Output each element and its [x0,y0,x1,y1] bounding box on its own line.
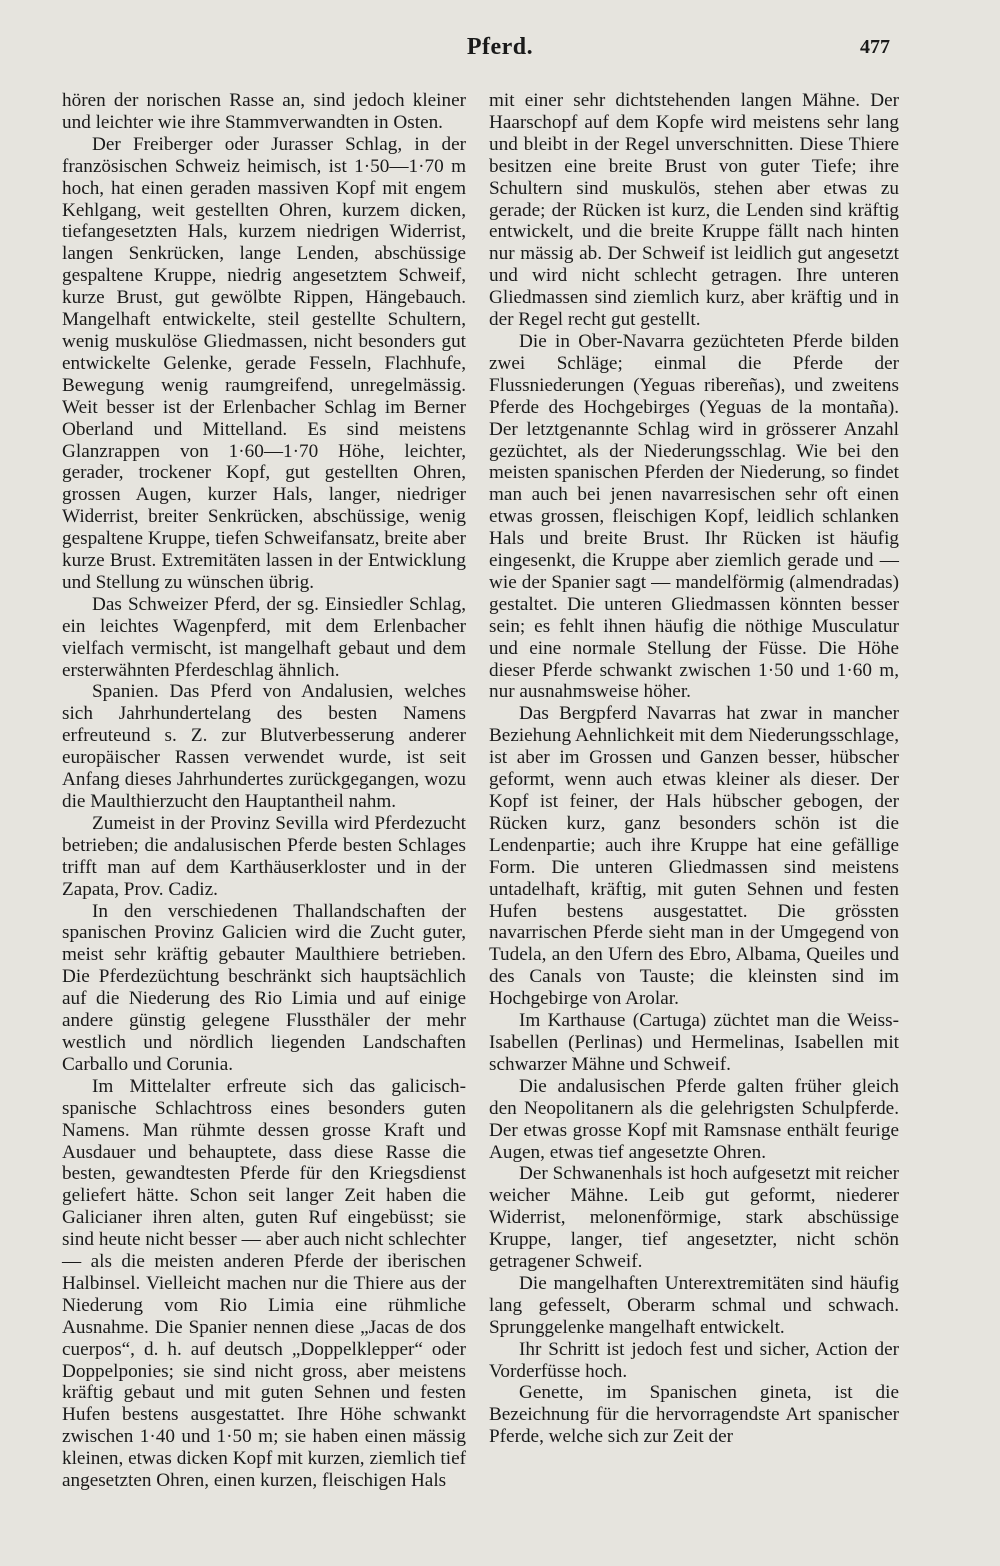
paragraph: Zumeist in der Provinz Sevilla wird Pferdezucht betrieben; die andalusischen Pferde besten Schlages trifft man auf dem Karthäuserkloster und in der Zapata, Prov. Cadiz. [62,812,466,900]
paragraph: Das Bergpferd Navarras hat zwar in mancher Beziehung Aehnlichkeit mit dem Niederungsschlage, ist aber im Grossen und Ganzen besser, hübscher geformt, wenn auch etwas kleiner als dieser. Der Kopf ist feiner, der Hals hübscher gebogen, der Rücken kurz, ganz besonders schön ist die Lendenpartie; auch ihre Kruppe hat eine gefällige Form. Die unteren Gliedmassen sind meistens untadelhaft, kräftig, mit guten Sehnen und festen Hufen bestens ausgestattet. Die grössten navarrischen Pferde sieht man in der Umgegend von Tudela, an den Ufern des Ebro, Albama, Queiles und des Canals von Tauste; die kleinsten sind im Hochgebirge von Arolar. [489,703,899,1010]
paragraph: Im Karthause (Cartuga) züchtet man die Weiss-Isabellen (Perlinas) und Hermelinas, Isabellen mit schwarzer Mähne und Schweif. [489,1010,899,1075]
page-title: Pferd. [466,34,534,60]
paragraph: Die mangelhaften Unterextremitäten sind häufig lang gefesselt, Oberarm schmal und schwach. Sprunggelenke mangelhaft entwickelt. [489,1272,899,1338]
page-number: 477 [860,36,890,58]
paragraph: Das Schweizer Pferd, der sg. Einsiedler Schlag, ein leichtes Wagenpferd, mit dem Erlenbacher vielfach vermischt, ist mangelhaft gebaut und dem ersterwähnten Pferdeschlag ähnlich. [62,593,466,681]
right-column [489,90,899,1448]
paragraph: mit einer sehr dichtstehenden langen Mähne. Der Haarschopf auf dem Kopfe wird meistens sehr lang und bleibt in der Regel unverschnitten. Diese Thiere besitzen eine breite Brust von guter Tiefe; ihre Schultern sind muskulös, stehen aber etwas zu gerade; der Rücken ist kurz, die Lenden sind kräftig entwickelt, und die breite Kruppe fällt nach hinten nur mässig ab. Der Schweif ist leidlich gut angesetzt und wird nicht schlecht getragen. Ihre unteren Gliedmassen sind ziemlich kurz, aber kräftig und in der Regel recht gut gestellt. [489,90,899,331]
paragraph: Ihr Schritt ist jedoch fest und sicher, Action der Vorderfüsse hoch. [489,1338,899,1382]
paragraph: In den verschiedenen Thallandschaften der spanischen Provinz Galicien wird die Zucht guter, meist sehr kräftig gebauter Maulthiere betrieben. Die Pferdezüchtung beschränkt sich hauptsächlich auf die Niederung des Rio Limia und auf einige andere günstig gelegene Flussthäler der mehr westlich und nördlich liegenden Landschaften Carballo und Corunia. [62,900,466,1075]
left-column [62,90,466,1492]
paragraph: Der Freiberger oder Jurasser Schlag, in der französischen Schweiz heimisch, ist 1·50—1·70 m hoch, hat einen geraden massiven Kopf mit engem Kehlgang, weit gestellten Ohren, kurzem dicken, tiefangesetzten Hals, kurzem niedrigen Widerrist, langen Senkrücken, lange Lenden, abschüssige gespaltene Kruppe, niedrig angesetztem Schweif, kurze Brust, gut gewölbte Rippen, Hängebauch. Mangelhaft entwickelte, steil gestellte Schultern, wenig muskulöse Gliedmassen, nicht besonders gut entwickelte Gelenke, gerade Fesseln, Flachhufe, Bewegung wenig raumgreifend, unregelmässig. Weit besser ist der Erlenbacher Schlag im Berner Oberland und Mittelland. Es sind meistens Glanzrappen von 1·60—1·70 Höhe, leichter, gerader, trockener Kopf, gut gestellten Ohren, grossen Augen, kurzer Hals, langer, niedriger Widerrist, breiter Senkrücken, abschüssige, wenig gespaltene Kruppe, tiefen Schweifansatz, breite aber kurze Brust. Extremitäten lassen in der Entwicklung und Stellung zu wünschen übrig. [62,133,466,593]
paragraph: Die in Ober-Navarra gezüchteten Pferde bilden zwei Schläge; einmal die Pferde der Flussniederungen (Yeguas ribereñas), und zweitens Pferde des Hochgebirges (Yeguas de la montaña). Der letztgenannte Schlag wird in grösserer Anzahl gezüchtet, als der Niederungsschlag. Wie bei den meisten spanischen Pferden der Niederung, so findet man auch bei jenen navarresischen sehr oft einen etwas grossen, fleischigen Kopf, leidlich schlanken Hals und breite Brust. Ihr Rücken ist häufig eingesenkt, die Kruppe aber ziemlich gerade und — wie der Spanier sagt — mandelförmig (almendradas) gestaltet. Die unteren Gliedmassen könnten besser sein; es fehlt ihnen häufig die nöthige Musculatur und eine normale Stellung der Füsse. Die Höhe dieser Pferde schwankt zwischen 1·50 und 1·60 m, nur ausnahmsweise höher. [489,330,899,703]
paragraph: Der Schwanenhals ist hoch aufgesetzt mit reicher weicher Mähne. Leib gut geformt, niederer Widerrist, melonenförmige, stark abschüssige Kruppe, langer, tief angesetzter, nicht schön getragener Schweif. [489,1163,899,1273]
paragraph: Im Mittelalter erfreute sich das galicisch-spanische Schlachtross eines besonders guten Namens. Man rühmte dessen grosse Kraft und Ausdauer und behauptete, dass diese Rasse die besten, gewandtesten Pferde für den Kriegsdienst geliefert hätte. Schon seit langer Zeit haben die Galicianer ihren alten, guten Ruf eingebüsst; sie sind heute nicht besser — aber auch nicht schlechter — als die meisten anderen Pferde der iberischen Halbinsel. Vielleicht machen nur die Thiere aus der Niederung vom Rio Limia eine rühmliche Ausnahme. Die Spanier nennen diese „Jacas de dos cuerpos“, d. h. auf deutsch „Doppelklepper“ oder Doppelponies; sie sind nicht gross, aber meistens kräftig gebaut und mit guten Sehnen und festen Hufen bestens ausgestattet. Ihre Höhe schwankt zwischen 1·40 und 1·50 m; sie haben einen mässig kleinen, etwas dicken Kopf mit kurzen, ziemlich tief angesetzten Ohren, einen kurzen, fleischigen Hals [62,1075,466,1492]
paragraph: hören der norischen Rasse an, sind jedoch kleiner und leichter wie ihre Stammverwandten in Osten. [62,90,466,133]
paragraph: Spanien. Das Pferd von Andalusien, welches sich Jahrhundertelang des besten Namens erfreuteund s. Z. zur Blutverbesserung anderer europäischer Rassen verwendet wurde, ist seit Anfang dieses Jahrhundertes zurückgegangen, wozu die Maulthierzucht den Hauptantheil nahm. [62,681,466,812]
paragraph: Genette, im Spanischen gineta, ist die Bezeichnung für die hervorragendste Art spanischer Pferde, welche sich zur Zeit der [489,1382,899,1448]
paragraph: Die andalusischen Pferde galten früher gleich den Neopolitanern als die gelehrigsten Schulpferde. Der etwas grosse Kopf mit Ramsnase enthält feurige Augen, etwas tief angesetzte Ohren. [489,1075,899,1163]
running-header [0,28,1000,68]
